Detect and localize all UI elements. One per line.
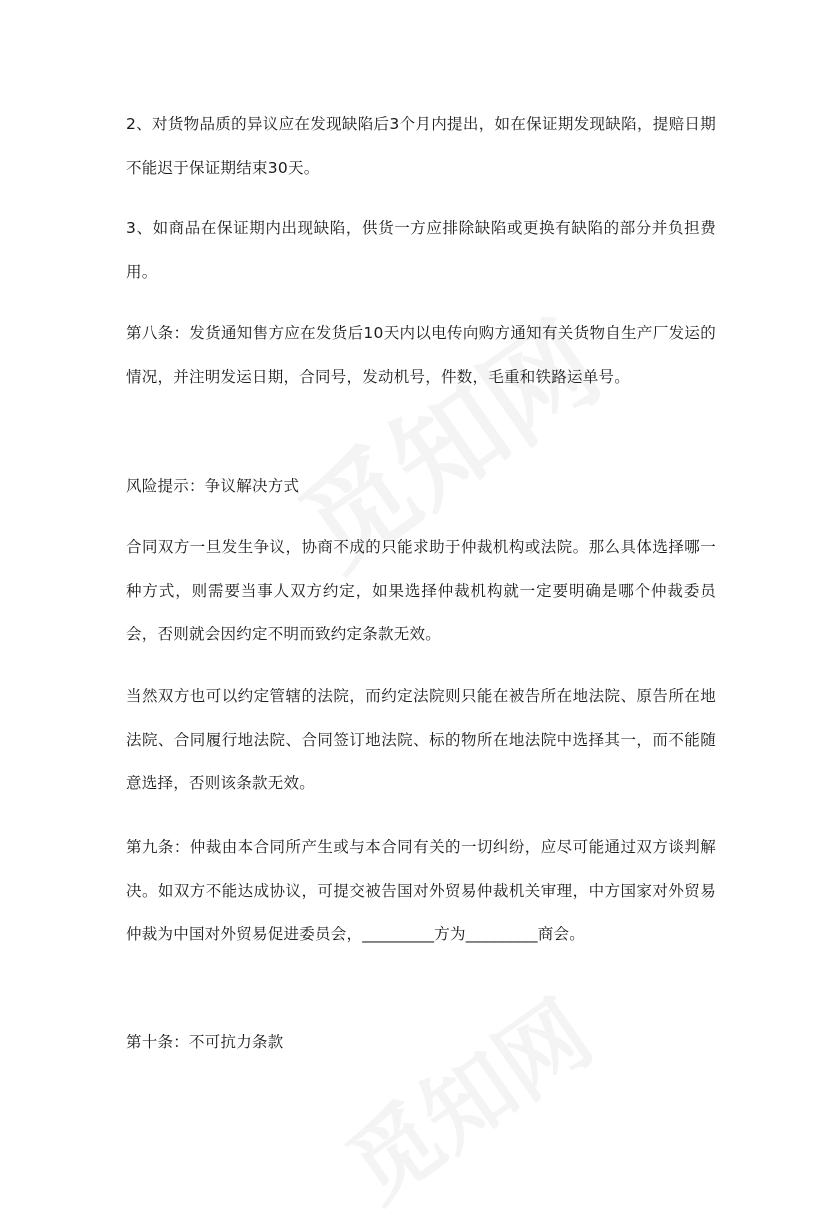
risk-tip-paragraph: 当然双方也可以约定管辖的法院，而约定法院则只能在被告所在地法院、原告所在地法院、合同履行地法院、合同签订地法院、标的物所在地法院中选择其一，而不能随意选择，否则该条款无效。 [126,687,716,792]
clause-paragraph: 3、如商品在保证期内出现缺陷，供货一方应排除缺陷或更换有缺陷的部分并负担费用。 [126,219,716,281]
article-8-paragraph: 第八条：发货通知售方应在发货后10天内以电传向购方通知有关货物自生产厂发运的情况，并注明发运日期，合同号，发动机号，件数，毛重和铁路运单号。 [126,324,716,386]
risk-tip-heading: 风险提示：争议解决方式 [126,477,300,495]
article-10-heading: 第十条：不可抗力条款 [126,1033,284,1051]
risk-tip-paragraph: 合同双方一旦发生争议，协商不成的只能求助于仲裁机构或法院。那么具体选择哪一种方式，则需要当事人双方约定，如果选择仲裁机构就一定要明确是哪个仲裁委员会，否则就会因约定不明而致约定条款无效。 [126,538,716,643]
watermark [317,964,613,1225]
article-9-paragraph: 第九条：仲裁由本合同所产生或与本合同有关的一切纠纷，应尽可能通过双方谈判解决。如双方不能达成协议，可提交被告国对外贸易仲裁机关审理，中方国家对外贸易仲裁为中国对外贸易促进委员会，_________方为_________商会。 [126,838,716,943]
clause-paragraph: 2、对货物品质的异议应在发现缺陷后3个月内提出，如在保证期发现缺陷，提赔日期不能迟于保证期结束30天。 [126,115,716,177]
